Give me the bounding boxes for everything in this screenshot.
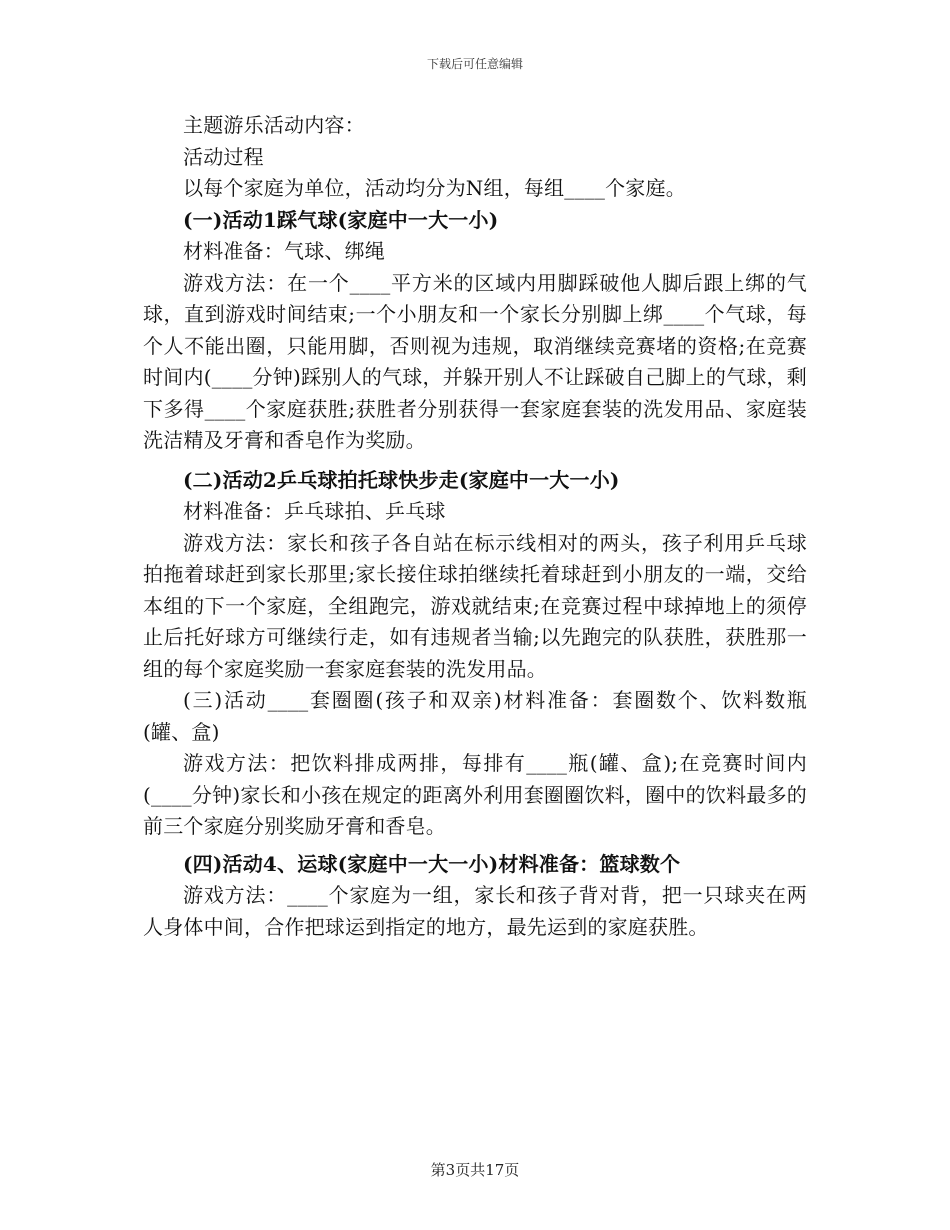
heading-activity-4: (四)活动4、运球(家庭中一大一小)材料准备：篮球数个 (183, 851, 681, 876)
page-footer: 第3页共17页 (430, 1161, 520, 1179)
paragraph-method-4: 游戏方法：____个家庭为一组，家长和孩子背对背，把一只球夹在两人身体中间，合作把球运到指定的地方，最先运到的家庭获胜。 (143, 883, 807, 939)
heading-activity-2: (二)活动2乒乓球拍托球快步走(家庭中一大一小) (183, 467, 620, 492)
heading-activity-1: (一)活动1踩气球(家庭中一大一小) (183, 207, 499, 232)
paragraph-method-1: 游戏方法：在一个____平方米的区域内用脚踩破他人脚后跟上绑的气球，直到游戏时间结束;一个小朋友和一个家长分别脚上绑____个气球，每个人不能出圈，只能用脚，否则视为违规，取消继续竞赛堵的资格;在竞赛时间内(____分钟)踩别人的气球，并躲开别人不让踩破自己脚上的气球，剩下多得____个家庭获胜;获胜者分别获得一套家庭套装的洗发用品、家庭装洗洁精及牙膏和香皂作为奖励。 (143, 270, 807, 452)
paragraph-materials-1: 材料准备：气球、绑绳 (183, 239, 385, 263)
paragraph-method-3: 游戏方法：把饮料排成两排，每排有____瓶(罐、盒);在竞赛时间内(____分钟)家长和小孩在规定的距离外利用套圈圈饮料，圈中的饮料最多的前三个家庭分别奖励牙膏和香皂。 (143, 751, 807, 838)
paragraph-grouping: 以每个家庭为单位，活动均分为N组，每组____个家庭。 (183, 176, 686, 200)
paragraph-activity-3: (三)活动____套圈圈(孩子和双亲)材料准备：套圈数个、饮料数瓶(罐、盒) (143, 688, 807, 744)
page-header: 下载后可任意编辑 (426, 57, 523, 71)
paragraph-materials-2: 材料准备：乒乓球拍、乒乓球 (183, 499, 446, 523)
paragraph-theme-title: 主题游乐活动内容： (183, 113, 365, 137)
paragraph-process-title: 活动过程 (183, 144, 264, 169)
document-body (143, 110, 807, 943)
paragraph-method-2: 游戏方法：家长和孩子各自站在标示线相对的两头，孩子利用乒乓球拍拖着球赶到家长那里;家长接住球拍继续托着球赶到小朋友的一端，交给本组的下一个家庭，全组跑完，游戏就结束;在竞赛过程中球掉地上的须停止后托好球方可继续行走，如有违规者当输;以先跑完的队获胜，获胜那一组的每个家庭奖励一套家庭套装的洗发用品。 (143, 530, 807, 681)
